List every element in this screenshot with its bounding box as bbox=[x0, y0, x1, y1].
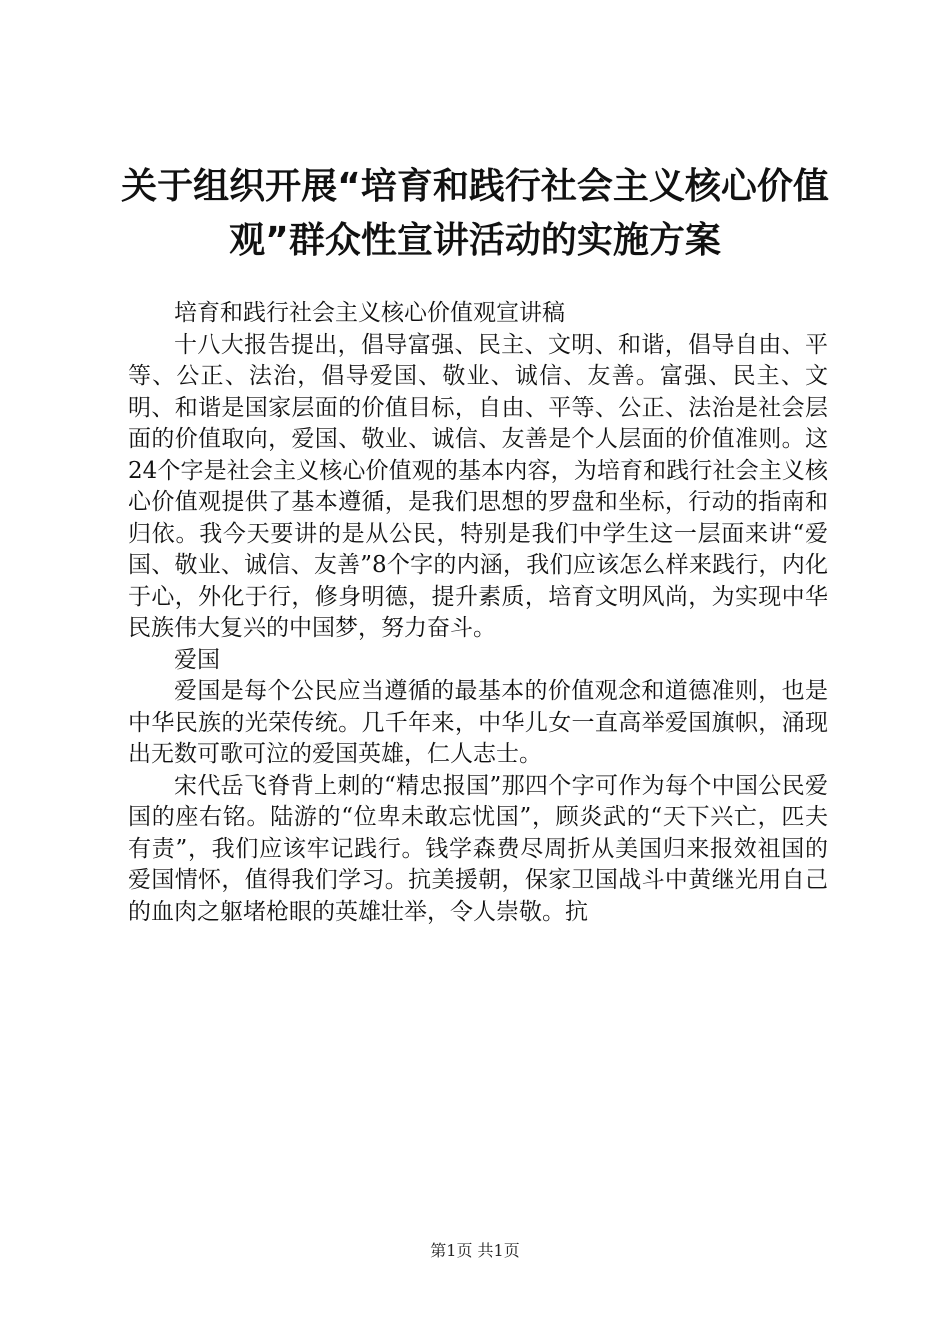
body-paragraph: 爱国是每个公民应当遵循的最基本的价值观念和道德准则，也是中华民族的光荣传统。几千年来，中华儿女一直高举爱国旗帜，涌现出无数可歌可泣的爱国英雄，仁人志士。 bbox=[128, 678, 828, 767]
body-paragraph: 宋代岳飞脊背上刺的“精忠报国”那四个字可作为每个中国公民爱国的座右铭。陆游的“位卑未敢忘忧国”，顾炎武的“天下兴亡，匹夫有责”，我们应该牢记践行。钱学森费尽周折从美国归来报效祖国的爱国情怀，值得我们学习。抗美援朝，保家卫国战斗中黄继光用自己的血肉之躯堵枪眼的英雄壮举，令人崇敬。抗 bbox=[128, 772, 828, 925]
title-line-1: 关于组织开展“培育和践行社会主义核心价值 bbox=[121, 166, 829, 207]
document-body bbox=[128, 298, 828, 928]
section-heading-aiguo: 爱国 bbox=[174, 646, 220, 673]
title-line-2: 观”群众性宣讲活动的实施方案 bbox=[229, 220, 721, 261]
document-title bbox=[110, 160, 840, 268]
subtitle-paragraph: 培育和践行社会主义核心价值观宣讲稿 bbox=[174, 300, 565, 326]
page-footer: 第1页 共1页 bbox=[430, 1241, 520, 1260]
intro-paragraph: 十八大报告提出，倡导富强、民主、文明、和谐，倡导自由、平等、公正、法治，倡导爱国、敬业、诚信、友善。富强、民主、文明、和谐是国家层面的价值目标，自由、平等、公正、法治是社会层面的价值取向，爱国、敬业、诚信、友善是个人层面的价值准则。这24个字是社会主义核心价值观的基本内容，为培育和践行社会主义核心价值观提供了基本遵循，是我们思想的罗盘和坐标，行动的指南和归依。我今天要讲的是从公民，特别是我们中学生这一层面来讲“爱国、敬业、诚信、友善”8个字的内涵，我们应该怎么样来践行，内化于心，外化于行，修身明德，提升素质，培育文明风尚，为实现中华民族伟大复兴的中国梦，努力奋斗。 bbox=[128, 331, 828, 641]
